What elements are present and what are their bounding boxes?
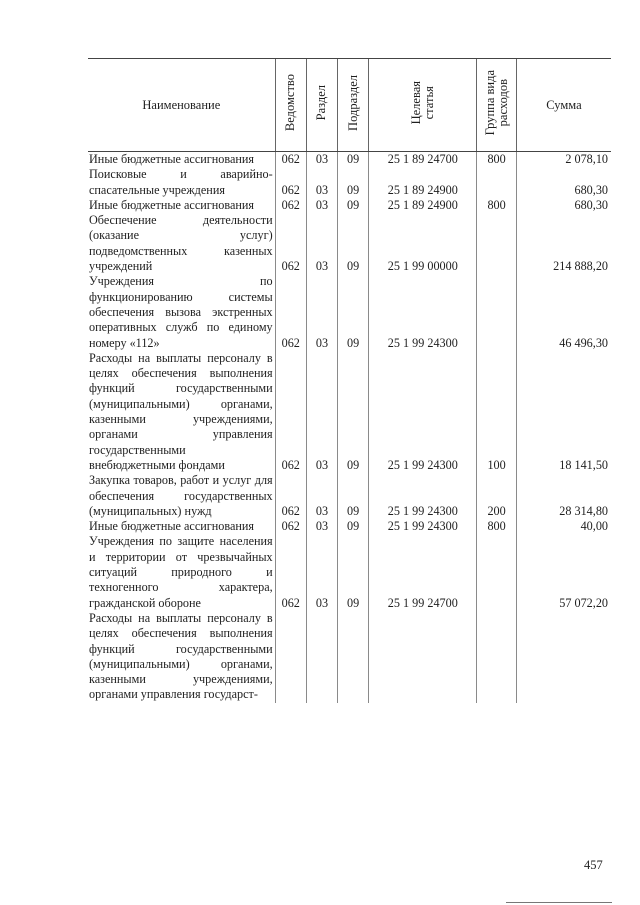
row-summa: 57 072,20 [516,534,611,610]
row-celevaya-statya [369,611,477,703]
row-razdel: 03 [306,198,337,213]
footer-rule [506,902,612,903]
row-gruppa [477,534,517,610]
header-vedomstvo: Ведомство [275,59,306,152]
row-name: Учреждения по защите населения и территории от чрезвычайных ситуаций природного и техногенного характера, гражданской обороне [89,534,273,610]
row-vedomstvo: 062 [275,534,306,610]
row-podrazdel: 09 [338,473,369,519]
row-podrazdel: 09 [338,534,369,610]
table-row [88,473,611,519]
row-vedomstvo: 062 [275,198,306,213]
row-razdel: 03 [306,519,337,534]
header-celevaya-statya: Целевая статья [369,59,477,152]
row-celevaya-statya: 25 1 99 24700 [369,534,477,610]
row-celevaya-statya: 25 1 99 24300 [369,351,477,473]
row-celevaya-statya: 25 1 99 24300 [369,519,477,534]
table-row [88,611,611,703]
row-gruppa: 800 [477,519,517,534]
page-number: 457 [584,858,603,872]
row-name: Расходы на выплаты персоналу в целях обеспечения выполнения функций государственными (муниципальными) органами, казенными учреждениями, органами управления государст- [89,610,273,702]
row-vedomstvo [275,611,306,703]
row-name: Закупка товаров, работ и услуг для обеспечения государственных (муниципальных) нужд [89,473,273,518]
row-name: Иные бюджетные ассигнования [89,519,255,534]
row-gruppa [477,167,517,198]
row-summa: 214 888,20 [516,213,611,274]
table-row [88,519,611,534]
row-name: Иные бюджетные ассигнования [89,197,255,212]
row-vedomstvo: 062 [275,152,306,168]
row-celevaya-statya: 25 1 89 24700 [369,152,477,168]
header-name: Наименование [88,59,275,152]
budget-table [88,58,611,703]
table-row [88,351,611,473]
row-podrazdel: 09 [338,167,369,198]
row-vedomstvo: 062 [275,167,306,198]
row-summa: 2 078,10 [516,152,611,168]
row-summa: 680,30 [516,167,611,198]
row-name: Учреждения по функционированию системы обеспечения вызова экстренных оперативных служб по единому номеру «112» [89,274,273,350]
row-name: Поисковые и аварийно-спасательные учреждения [89,167,273,197]
row-summa: 680,30 [516,198,611,213]
row-summa: 46 496,30 [516,274,611,350]
row-razdel: 03 [306,213,337,274]
header-razdel: Раздел [306,59,337,152]
row-summa: 40,00 [516,519,611,534]
row-vedomstvo: 062 [275,351,306,473]
row-gruppa [477,611,517,703]
row-razdel: 03 [306,167,337,198]
row-podrazdel: 09 [338,351,369,473]
row-razdel: 03 [306,274,337,350]
row-razdel: 03 [306,152,337,168]
row-podrazdel: 09 [338,274,369,350]
row-summa [516,611,611,703]
row-celevaya-statya: 25 1 99 24300 [369,274,477,350]
table-row [88,152,611,168]
row-summa: 18 141,50 [516,351,611,473]
row-name: Иные бюджетные ассигнования [89,152,255,166]
row-summa: 28 314,80 [516,473,611,519]
row-gruppa [477,274,517,350]
row-celevaya-statya: 25 1 89 24900 [369,198,477,213]
row-podrazdel [338,611,369,703]
row-celevaya-statya: 25 1 99 24300 [369,473,477,519]
row-podrazdel: 09 [338,519,369,534]
header-gruppa-vida-raskhodov: Группа вида расходов [477,59,517,152]
row-podrazdel: 09 [338,213,369,274]
row-gruppa: 800 [477,152,517,168]
table-row [88,274,611,350]
table-row [88,213,611,274]
row-vedomstvo: 062 [275,213,306,274]
row-razdel: 03 [306,534,337,610]
table-header-row [88,59,611,152]
row-celevaya-statya: 25 1 89 24900 [369,167,477,198]
row-gruppa: 200 [477,473,517,519]
table-row [88,167,611,198]
row-vedomstvo: 062 [275,473,306,519]
row-name: Обеспечение деятельности (оказание услуг) подведомственных казенных учреждений [89,213,273,274]
row-gruppa: 100 [477,351,517,473]
table-row [88,198,611,213]
row-celevaya-statya: 25 1 99 00000 [369,213,477,274]
row-razdel [306,611,337,703]
row-vedomstvo: 062 [275,519,306,534]
row-podrazdel: 09 [338,152,369,168]
header-summa: Сумма [516,59,611,152]
row-razdel: 03 [306,351,337,473]
row-gruppa [477,213,517,274]
header-podrazdel: Подраздел [338,59,369,152]
row-podrazdel: 09 [338,198,369,213]
row-name: Расходы на выплаты персоналу в целях обеспечения выполнения функций государственными (муниципальными) органами, казенными учреждениями, органами управления государственными внебюджетными фондами [89,350,273,472]
row-razdel: 03 [306,473,337,519]
row-vedomstvo: 062 [275,274,306,350]
table-row [88,534,611,610]
row-gruppa: 800 [477,198,517,213]
